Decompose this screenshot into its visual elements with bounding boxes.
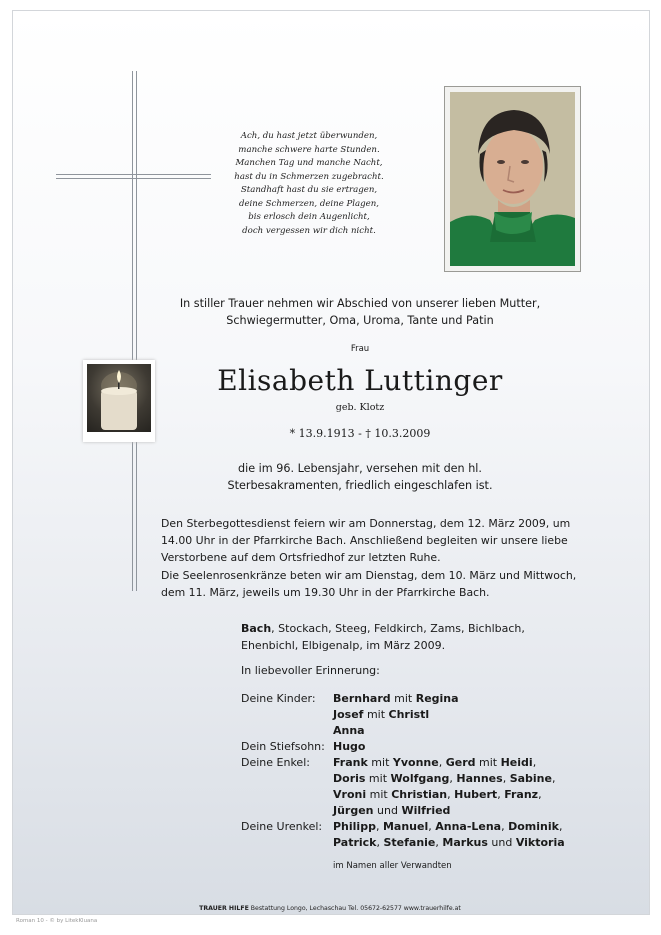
family-name-line (333, 787, 573, 803)
age-text (200, 460, 520, 494)
person-name: Sabine (509, 772, 552, 785)
connector-text: mit (363, 708, 389, 721)
family-name-line (333, 755, 573, 771)
family-group-urenkel (241, 819, 573, 851)
person-name: Viktoria (515, 836, 565, 849)
age-line: Sterbesakramenten, friedlich eingeschlafen ist. (227, 479, 493, 492)
person-name: Franz (504, 788, 539, 801)
poem (218, 130, 400, 238)
funeral-service-paragraph: Den Sterbegottesdienst feiern wir am Donnerstag, dem 12. März 2009, um 14.00 Uhr in der Pfarrkirche Bach. Anschließend begleiten wir unsere liebe Verstorbene auf dem Ortsfriedhof zur letzten Ruhe. (161, 517, 571, 564)
person-name: Regina (415, 692, 459, 705)
family-name-line (333, 723, 573, 739)
portrait-illustration (450, 92, 575, 266)
poem-line: Ach, du hast jetzt überwunden, (240, 131, 378, 141)
person-name: Wilfried (401, 804, 451, 817)
poem-line: deine Schmerzen, deine Plagen, (238, 198, 380, 209)
family-group-enkel (241, 755, 573, 819)
poem-line: manche schwere harte Stunden. (238, 144, 380, 155)
connector-text: , (532, 756, 537, 769)
portrait-frame (444, 86, 581, 272)
funeral-home-footer (12, 905, 648, 912)
person-name: Jürgen (333, 804, 374, 817)
family-name-line (333, 803, 573, 819)
family-group-stiefsohn (241, 739, 573, 755)
portrait-photo (450, 92, 575, 266)
poem-line: Standhaft hast du sie ertragen, (240, 185, 378, 195)
places-rest: , Stockach, Steeg, Feldkirch, Zams, Bichlbach, (271, 622, 525, 635)
person-name: Dominik (508, 820, 559, 833)
connector-text: mit (475, 756, 501, 769)
person-name: Vroni (333, 788, 367, 801)
memory-heading: In liebevoller Erinnerung: (241, 664, 380, 677)
candle-image-frame (83, 360, 155, 442)
candle-icon (87, 364, 151, 432)
connector-text: und (487, 836, 516, 849)
connector-text: , (428, 820, 436, 833)
connector-text: , (551, 772, 556, 785)
connector-text: , (558, 820, 563, 833)
family-label: Deine Kinder: (241, 692, 316, 705)
relatives-note: im Namen aller Verwandten (333, 861, 452, 871)
salutation: Frau (350, 344, 370, 354)
life-dates: * 13.9.1913 - † 10.3.2009 (289, 427, 431, 440)
cross-vertical-beam (132, 71, 137, 591)
family-list (241, 691, 573, 851)
connector-text: , (502, 772, 510, 785)
places-and-date (241, 620, 561, 654)
connector-text: , (501, 820, 509, 833)
birth-name: geb. Klotz (335, 402, 385, 413)
poem-line: Manchen Tag und manche Nacht, (235, 158, 383, 168)
person-name: Markus (442, 836, 488, 849)
rosary-paragraph: Die Seelenrosenkränze beten wir am Dienstag, dem 10. März und Mittwoch, dem 11. März, jeweils um 19.30 Uhr in der Pfarrkirche Bach. (161, 569, 577, 599)
deceased-name: Elisabeth Luttinger (217, 364, 503, 397)
person-name: Anna (333, 724, 365, 737)
family-name-line (333, 691, 573, 707)
family-label: Deine Urenkel: (241, 820, 323, 833)
connector-text: und (373, 804, 402, 817)
places-line2: Ehenbichl, Elbigenalp, im März 2009. (241, 639, 446, 652)
connector-text: , (375, 820, 383, 833)
footer-contact: Bestattung Longo, Lechaschau Tel. 05672-62577 www.trauerhilfe.at (248, 905, 461, 912)
family-name-line (333, 739, 573, 755)
family-names (333, 819, 573, 851)
intro-line: In stiller Trauer nehmen wir Abschied von unserer lieben Mutter, (179, 297, 541, 310)
place-bold: Bach (241, 622, 272, 635)
person-name: Heidi (500, 756, 533, 769)
person-name: Gerd (445, 756, 476, 769)
connector-text: mit (390, 692, 416, 705)
person-name: Patrick (333, 836, 377, 849)
intro-text (150, 295, 570, 329)
intro-line: Schwiegermutter, Oma, Uroma, Tante und Patin (226, 314, 494, 327)
person-name: Hubert (454, 788, 498, 801)
person-name: Christian (391, 788, 448, 801)
family-name-line (333, 835, 573, 851)
family-names (333, 755, 573, 819)
person-name: Wolfgang (390, 772, 450, 785)
footer-brand: TRAUER HILFE (199, 905, 249, 912)
poem-line: hast du in Schmerzen zugebracht. (234, 171, 384, 182)
cross-horizontal-beam (56, 174, 211, 179)
age-line: die im 96. Lebensjahr, versehen mit den hl. (238, 462, 482, 475)
person-name: Yvonne (392, 756, 439, 769)
poem-line: bis erlosch dein Augenlicht, (248, 212, 370, 222)
family-names (333, 739, 573, 755)
family-name-line (333, 819, 573, 835)
person-name: Stefanie (383, 836, 436, 849)
family-label: Dein Stiefsohn: (241, 740, 325, 753)
family-group-kinder (241, 691, 573, 739)
connector-text: , (538, 788, 542, 801)
candle-image (87, 364, 151, 432)
poem-line: doch vergessen wir dich nicht. (242, 225, 376, 236)
person-name: Philipp (333, 820, 376, 833)
person-name: Anna-Lena (435, 820, 502, 833)
person-name: Christl (388, 708, 430, 721)
connector-text: mit (365, 772, 391, 785)
person-name: Josef (333, 708, 364, 721)
person-name: Bernhard (333, 692, 391, 705)
connector-text: , (447, 788, 455, 801)
connector-text: mit (366, 788, 392, 801)
connector-text: , (435, 836, 443, 849)
person-name: Doris (333, 772, 366, 785)
family-label: Deine Enkel: (241, 756, 310, 769)
family-names (333, 691, 573, 739)
family-name-line (333, 707, 573, 723)
connector-text: , (376, 836, 384, 849)
connector-text: mit (367, 756, 393, 769)
connector-text: , (449, 772, 457, 785)
person-name: Frank (333, 756, 368, 769)
person-name: Hugo (333, 740, 366, 753)
template-credit: Roman 10 - © by LitekKluana (16, 918, 98, 924)
person-name: Manuel (382, 820, 429, 833)
connector-text: , (497, 788, 505, 801)
family-name-line (333, 771, 573, 787)
connector-text: , (438, 756, 446, 769)
person-name: Hannes (456, 772, 503, 785)
